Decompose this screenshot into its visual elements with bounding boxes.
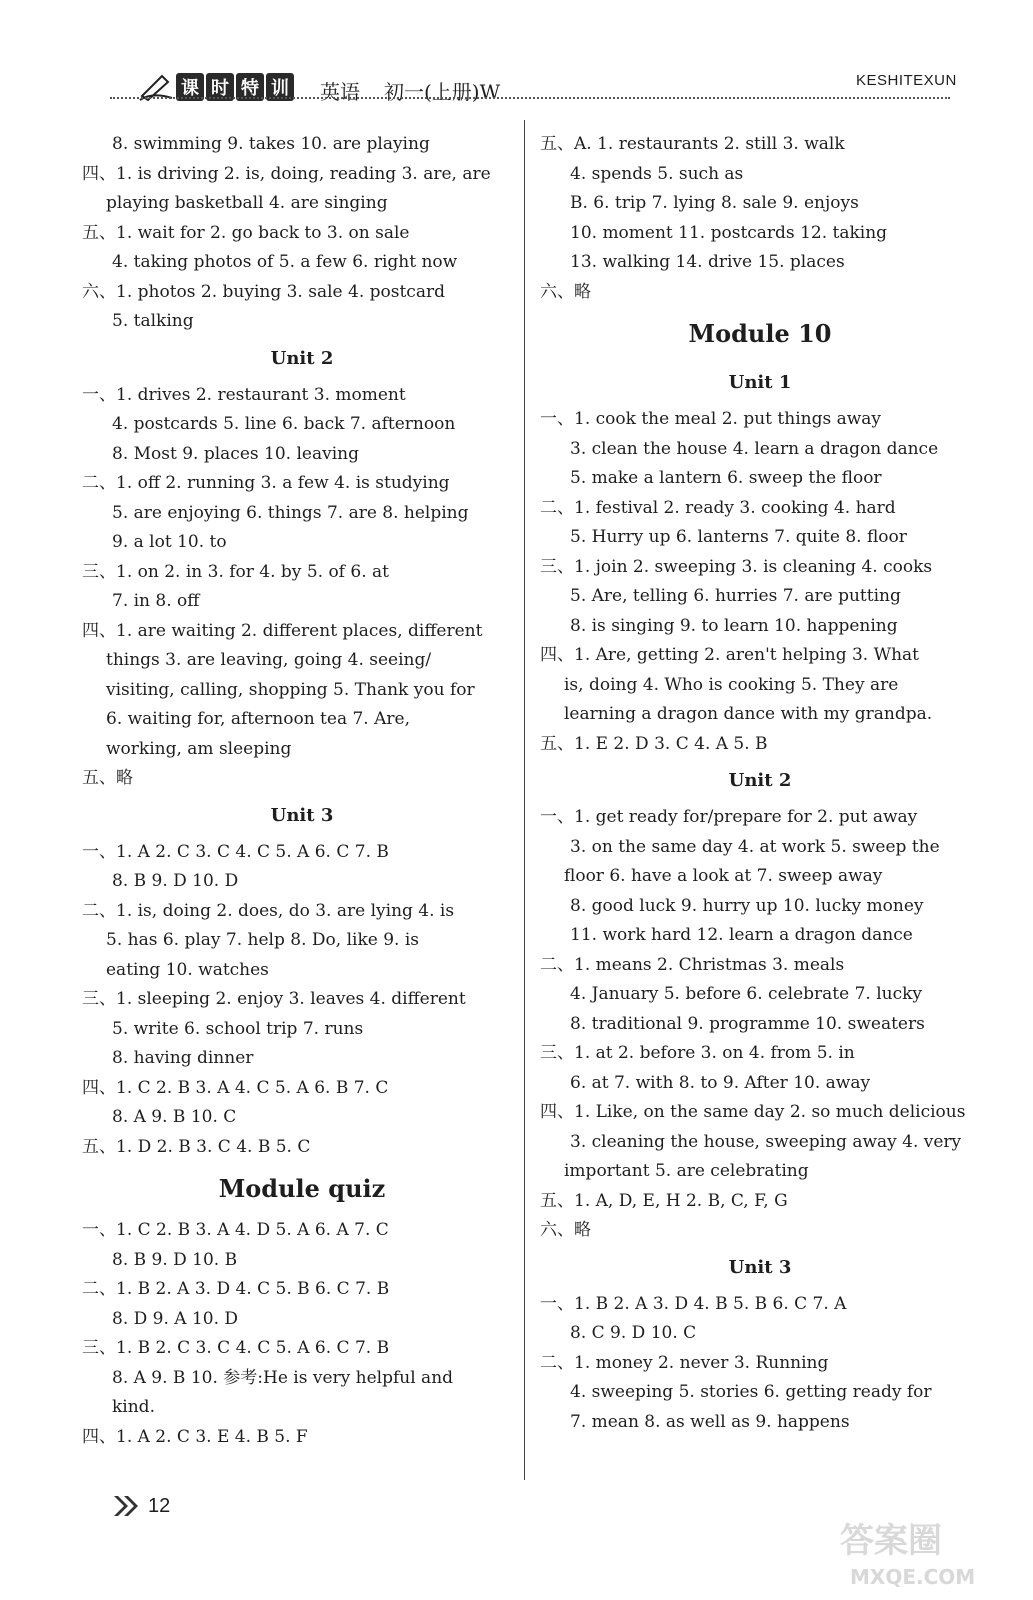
answer-line: 5. Are, telling 6. hurries 7. are putting (570, 586, 901, 606)
answer-line: 三、1. on 2. in 3. for 4. by 5. of 6. at (82, 561, 389, 582)
answer-line: 8. A 9. B 10. C (112, 1107, 237, 1127)
answer-line: working, am sleeping (106, 738, 292, 759)
right-column (540, 130, 980, 1437)
answer-line: 三、1. B 2. C 3. C 4. C 5. A 6. C 7. B (82, 1338, 390, 1358)
answer-line: eating 10. watches (106, 959, 269, 980)
answer-line: 三、1. at 2. before 3. on 4. from 5. in (540, 1043, 855, 1063)
answer-line: 一、1. cook the meal 2. put things away (540, 409, 882, 429)
answer-line: 8. B 9. D 10. B (112, 1249, 238, 1270)
answer-line: 5. talking (112, 311, 194, 331)
answer-line: 四、1. Like, on the same day 2. so much delicious (540, 1102, 966, 1122)
answer-line: 13. walking 14. drive 15. places (570, 252, 845, 272)
answer-line: 五、略 (82, 768, 133, 788)
answer-line: 8. swimming 9. takes 10. are playing (112, 134, 430, 154)
page-header (0, 60, 1033, 110)
answer-line: 二、1. B 2. A 3. D 4. C 5. B 6. C 7. B (82, 1279, 390, 1299)
answer-line: important 5. are celebrating (564, 1161, 809, 1181)
answer-line: 7. in 8. off (112, 591, 200, 611)
answer-line: 8. B 9. D 10. D (112, 871, 239, 891)
answer-line: 5. write 6. school trip 7. runs (112, 1018, 364, 1039)
answer-line: is, doing 4. Who is cooking 5. They are (564, 674, 899, 695)
answer-line: 4. spends 5. such as (570, 163, 744, 184)
answer-line: 一、1. B 2. A 3. D 4. B 5. B 6. C 7. A (540, 1293, 847, 1314)
answer-line: 8. D 9. A 10. D (112, 1308, 239, 1329)
svg-text:MXQE.COM: MXQE.COM (850, 1565, 976, 1589)
answer-line: learning a dragon dance with my grandpa. (564, 704, 933, 724)
answer-line: 6. waiting for, afternoon tea 7. Are, (106, 709, 410, 729)
answer-line: 四、1. C 2. B 3. A 4. C 5. A 6. B 7. C (82, 1077, 389, 1098)
answer-line: 5. Hurry up 6. lanterns 7. quite 8. floor (570, 527, 907, 547)
answer-line: 8. C 9. D 10. C (570, 1323, 697, 1343)
double-chevron-icon (112, 1494, 142, 1518)
answer-line: 4. January 5. before 6. celebrate 7. lucky (570, 984, 923, 1004)
answer-line: 四、1. Are, getting 2. aren't helping 3. What (540, 645, 919, 665)
answer-line: 一、1. drives 2. restaurant 3. moment (82, 384, 406, 405)
series-name: KESHITEXUN (856, 72, 957, 89)
answer-line: 五、1. D 2. B 3. C 4. B 5. C (82, 1136, 311, 1157)
answer-line: 四、1. A 2. C 3. E 4. B 5. F (82, 1426, 308, 1447)
answer-line: 5. are enjoying 6. things 7. are 8. helping (112, 502, 469, 523)
answer-line: 4. postcards 5. line 6. back 7. afternoon (112, 414, 456, 434)
svg-text:答案圈: 答案圈 (840, 1521, 942, 1561)
answer-line: 二、1. money 2. never 3. Running (540, 1352, 829, 1373)
answer-line: 8. traditional 9. programme 10. sweaters (570, 1013, 925, 1034)
answer-line: floor 6. have a look at 7. sweep away (564, 866, 883, 886)
answer-line: 6. at 7. with 8. to 9. After 10. away (570, 1072, 871, 1093)
answer-line: visiting, calling, shopping 5. Thank you for (106, 679, 475, 700)
unit-heading: Unit 2 (728, 770, 792, 791)
answer-line: 三、1. join 2. sweeping 3. is cleaning 4. cooks (540, 556, 933, 577)
answer-line: 11. work hard 12. learn a dragon dance (570, 925, 913, 945)
logo-char: 课 (176, 73, 204, 101)
module-heading: Module quiz (218, 1174, 386, 1203)
answer-line: playing basketball 4. are singing (106, 193, 388, 213)
answer-line: 4. sweeping 5. stories 6. getting ready for (570, 1382, 932, 1402)
left-column (82, 130, 522, 1452)
answer-line: 五、1. wait for 2. go back to 3. on sale (82, 222, 410, 243)
unit-heading: Unit 3 (728, 1256, 792, 1278)
page-number: 12 (148, 1494, 171, 1517)
book-title: 初一(上册)W (384, 80, 501, 104)
header-divider (110, 97, 950, 99)
answer-line: kind. (112, 1397, 155, 1417)
answer-line: 二、1. off 2. running 3. a few 4. is studying (82, 473, 450, 493)
unit-heading: Unit 3 (270, 804, 334, 826)
answer-line: 3. clean the house 4. learn a dragon dance (570, 438, 939, 459)
answer-line: 二、1. means 2. Christmas 3. meals (540, 954, 845, 975)
watermark-logo (830, 1510, 1010, 1590)
logo-char: 时 (206, 73, 234, 101)
column-divider (524, 120, 525, 1480)
answer-line: 9. a lot 10. to (112, 532, 227, 552)
answer-line: 五、A. 1. restaurants 2. still 3. walk (540, 134, 845, 154)
module-heading: Module 10 (688, 319, 832, 348)
answer-line: 3. on the same day 4. at work 5. sweep the (570, 836, 940, 857)
answer-line: 五、1. E 2. D 3. C 4. A 5. B (540, 733, 768, 754)
answer-line: 三、1. sleeping 2. enjoy 3. leaves 4. different (82, 989, 466, 1009)
answer-line: 10. moment 11. postcards 12. taking (570, 222, 888, 243)
page-footer (112, 1494, 170, 1518)
subject-label: 英语 (320, 80, 360, 104)
answer-line: 8. is singing 9. to learn 10. happening (570, 615, 898, 636)
answer-line: 四、1. is driving 2. is, doing, reading 3. are, are (82, 163, 491, 184)
answer-line: 一、1. A 2. C 3. C 4. C 5. A 6. C 7. B (82, 841, 389, 862)
answer-line: 六、略 (540, 1220, 591, 1240)
answer-line: 8. good luck 9. hurry up 10. lucky money (570, 895, 924, 916)
unit-heading: Unit 2 (270, 347, 334, 369)
answer-line: 8. A 9. B 10. 参考:He is very helpful and (112, 1367, 454, 1388)
answer-line: 二、1. festival 2. ready 3. cooking 4. hard (540, 497, 896, 518)
answer-line: things 3. are leaving, going 4. seeing/ (106, 650, 432, 670)
answer-line: 一、1. C 2. B 3. A 4. D 5. A 6. A 7. C (82, 1220, 389, 1240)
answer-line: 5. has 6. play 7. help 8. Do, like 9. is (106, 930, 419, 950)
answer-line: 4. taking photos of 5. a few 6. right now (112, 252, 458, 272)
answer-line: B. 6. trip 7. lying 8. sale 9. enjoys (570, 193, 859, 213)
answer-line: 六、1. photos 2. buying 3. sale 4. postcard (82, 281, 445, 302)
answer-line: 7. mean 8. as well as 9. happens (570, 1411, 850, 1432)
answer-line: 二、1. is, doing 2. does, do 3. are lying 4. is (82, 900, 455, 921)
answer-line: 8. Most 9. places 10. leaving (112, 443, 359, 464)
answer-line: 五、1. A, D, E, H 2. B, C, F, G (540, 1190, 788, 1211)
answer-line: 8. having dinner (112, 1048, 254, 1068)
answer-line: 一、1. get ready for/prepare for 2. put away (540, 807, 918, 827)
answer-line: 3. cleaning the house, sweeping away 4. very (570, 1131, 962, 1152)
answer-line: 六、略 (540, 281, 591, 302)
answer-line: 四、1. are waiting 2. different places, different (82, 620, 483, 641)
logo-char: 训 (266, 73, 294, 101)
unit-heading: Unit 1 (728, 372, 792, 393)
answer-line: 5. make a lantern 6. sweep the floor (570, 468, 882, 488)
logo-char: 特 (236, 73, 264, 101)
